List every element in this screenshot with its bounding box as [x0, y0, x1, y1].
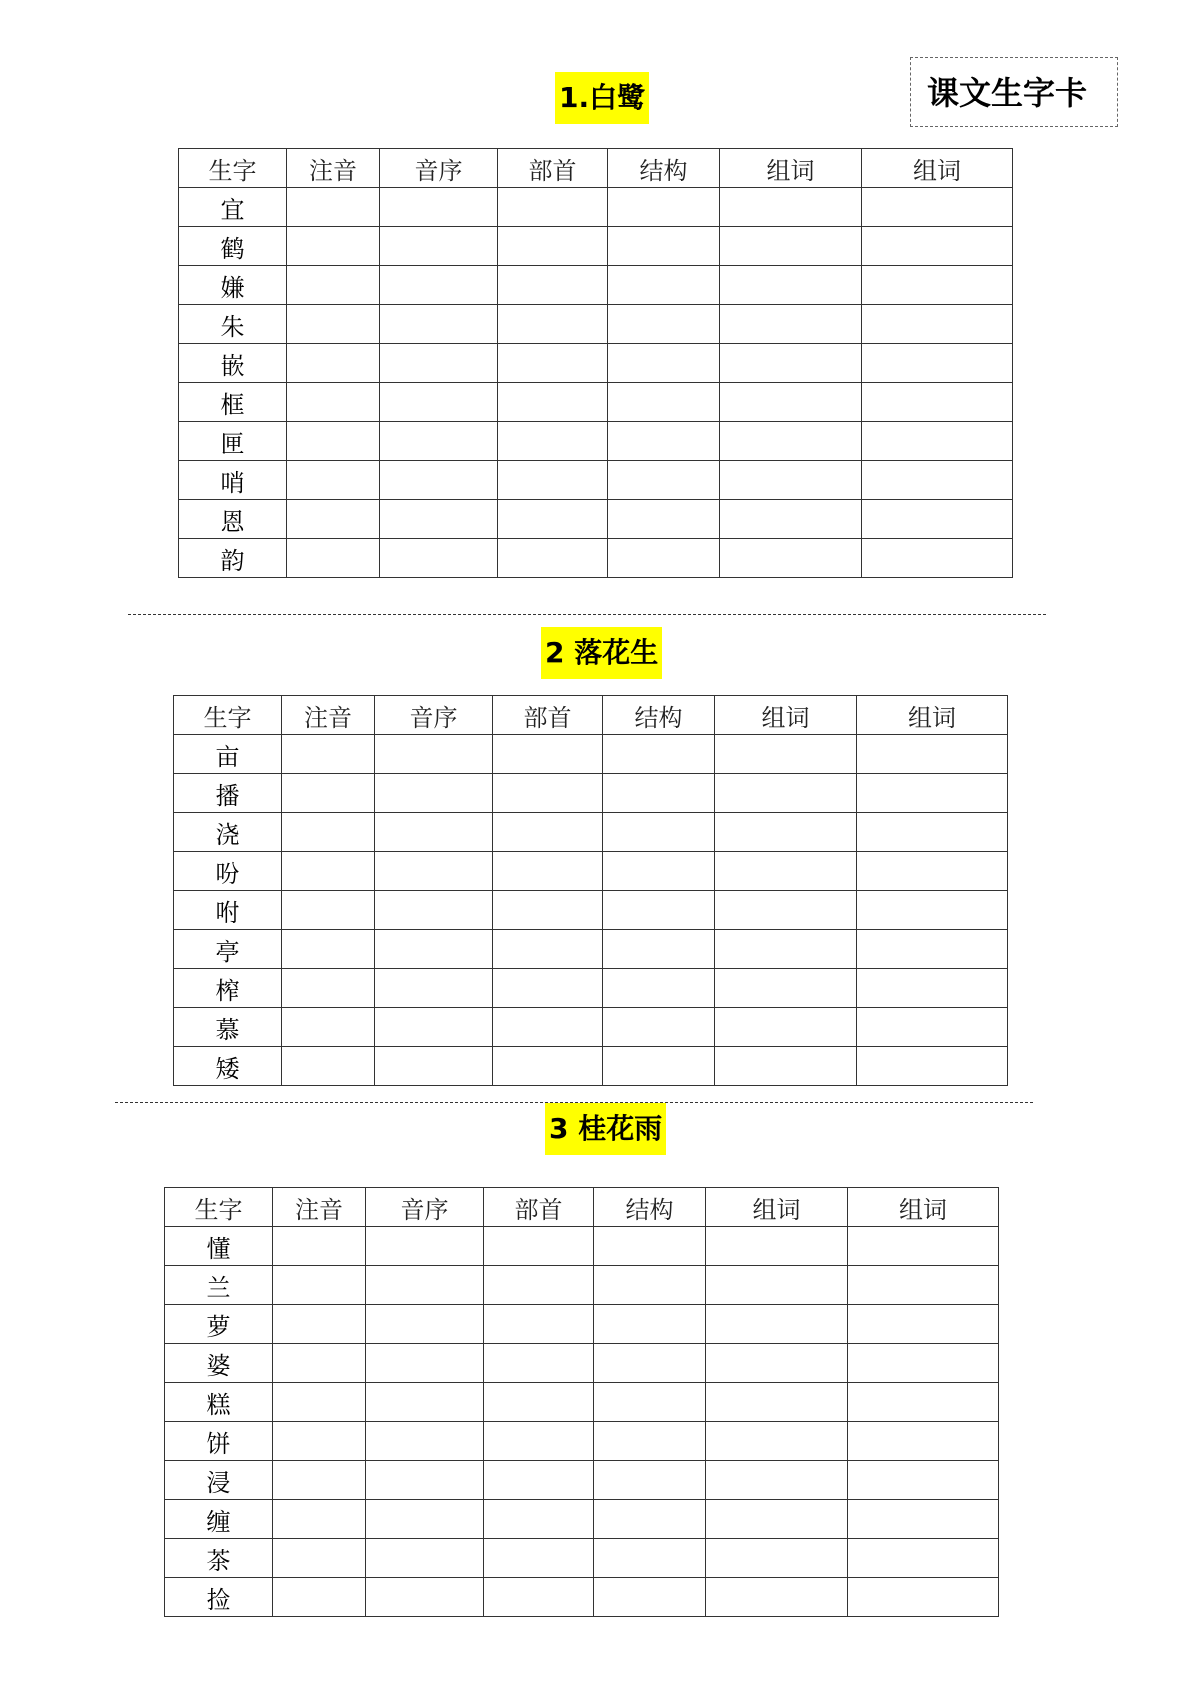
answer-cell[interactable]	[603, 1047, 715, 1086]
answer-cell[interactable]	[380, 266, 498, 305]
answer-cell[interactable]	[706, 1539, 848, 1578]
character-cell: 宜	[179, 188, 287, 227]
table-row	[179, 188, 1013, 227]
answer-cell[interactable]	[366, 1344, 484, 1383]
character-cell: 亩	[174, 735, 282, 774]
answer-cell[interactable]	[862, 266, 1013, 305]
column-header: 部首	[493, 696, 603, 735]
answer-cell[interactable]	[857, 774, 1008, 813]
answer-cell[interactable]	[282, 774, 375, 813]
answer-cell[interactable]	[484, 1266, 594, 1305]
answer-cell[interactable]	[608, 266, 720, 305]
character-cell: 恩	[179, 500, 287, 539]
answer-cell[interactable]	[715, 735, 857, 774]
answer-cell[interactable]	[608, 188, 720, 227]
character-cell: 慕	[174, 1008, 282, 1047]
table-row	[179, 266, 1013, 305]
answer-cell[interactable]	[862, 461, 1013, 500]
answer-cell[interactable]	[857, 735, 1008, 774]
answer-cell[interactable]	[282, 930, 375, 969]
answer-cell[interactable]	[857, 1047, 1008, 1086]
answer-cell[interactable]	[862, 227, 1013, 266]
answer-cell[interactable]	[498, 539, 608, 578]
answer-cell[interactable]	[706, 1500, 848, 1539]
answer-cell[interactable]	[366, 1227, 484, 1266]
answer-cell[interactable]	[375, 969, 493, 1008]
answer-cell[interactable]	[498, 383, 608, 422]
answer-cell[interactable]	[380, 344, 498, 383]
answer-cell[interactable]	[720, 500, 862, 539]
answer-cell[interactable]	[287, 422, 380, 461]
answer-cell[interactable]	[594, 1227, 706, 1266]
character-table	[164, 1187, 999, 1617]
answer-cell[interactable]	[484, 1461, 594, 1500]
answer-cell[interactable]	[273, 1422, 366, 1461]
column-header: 结构	[603, 696, 715, 735]
answer-cell[interactable]	[706, 1305, 848, 1344]
answer-cell[interactable]	[366, 1500, 484, 1539]
answer-cell[interactable]	[862, 500, 1013, 539]
table-row	[174, 891, 1008, 930]
answer-cell[interactable]	[594, 1305, 706, 1344]
table-row	[165, 1383, 999, 1422]
answer-cell[interactable]	[375, 930, 493, 969]
table-row	[165, 1227, 999, 1266]
character-cell: 框	[179, 383, 287, 422]
answer-cell[interactable]	[857, 852, 1008, 891]
answer-cell[interactable]	[720, 305, 862, 344]
column-header: 组词	[706, 1188, 848, 1227]
answer-cell[interactable]	[608, 539, 720, 578]
section-title: 2 落花生	[541, 627, 662, 679]
table-row	[174, 774, 1008, 813]
answer-cell[interactable]	[848, 1500, 999, 1539]
answer-cell[interactable]	[273, 1227, 366, 1266]
answer-cell[interactable]	[608, 344, 720, 383]
answer-cell[interactable]	[493, 969, 603, 1008]
answer-cell[interactable]	[282, 1008, 375, 1047]
answer-cell[interactable]	[720, 461, 862, 500]
table-row	[174, 813, 1008, 852]
answer-cell[interactable]	[857, 1008, 1008, 1047]
answer-cell[interactable]	[706, 1383, 848, 1422]
answer-cell[interactable]	[380, 305, 498, 344]
answer-cell[interactable]	[848, 1461, 999, 1500]
answer-cell[interactable]	[706, 1461, 848, 1500]
column-header: 组词	[715, 696, 857, 735]
character-cell: 矮	[174, 1047, 282, 1086]
answer-cell[interactable]	[498, 266, 608, 305]
table-row	[179, 227, 1013, 266]
answer-cell[interactable]	[603, 813, 715, 852]
column-header: 组词	[720, 149, 862, 188]
answer-cell[interactable]	[375, 813, 493, 852]
answer-cell[interactable]	[375, 735, 493, 774]
answer-cell[interactable]	[715, 1008, 857, 1047]
table-row	[174, 969, 1008, 1008]
character-cell: 韵	[179, 539, 287, 578]
answer-cell[interactable]	[715, 930, 857, 969]
answer-cell[interactable]	[706, 1266, 848, 1305]
answer-cell[interactable]	[498, 422, 608, 461]
character-cell: 嵌	[179, 344, 287, 383]
answer-cell[interactable]	[287, 383, 380, 422]
column-header: 组词	[848, 1188, 999, 1227]
answer-cell[interactable]	[594, 1578, 706, 1617]
character-cell: 饼	[165, 1422, 273, 1461]
answer-cell[interactable]	[273, 1305, 366, 1344]
answer-cell[interactable]	[380, 500, 498, 539]
answer-cell[interactable]	[498, 305, 608, 344]
answer-cell[interactable]	[848, 1539, 999, 1578]
answer-cell[interactable]	[380, 539, 498, 578]
answer-cell[interactable]	[706, 1422, 848, 1461]
character-cell: 懂	[165, 1227, 273, 1266]
answer-cell[interactable]	[380, 422, 498, 461]
table-row	[179, 305, 1013, 344]
character-cell: 吩	[174, 852, 282, 891]
answer-cell[interactable]	[498, 461, 608, 500]
answer-cell[interactable]	[493, 930, 603, 969]
answer-cell[interactable]	[484, 1227, 594, 1266]
answer-cell[interactable]	[366, 1578, 484, 1617]
answer-cell[interactable]	[287, 227, 380, 266]
answer-cell[interactable]	[484, 1539, 594, 1578]
answer-cell[interactable]	[715, 1047, 857, 1086]
answer-cell[interactable]	[273, 1266, 366, 1305]
answer-cell[interactable]	[287, 539, 380, 578]
answer-cell[interactable]	[720, 227, 862, 266]
column-header: 组词	[857, 696, 1008, 735]
table-row	[174, 735, 1008, 774]
table-row	[165, 1539, 999, 1578]
answer-cell[interactable]	[594, 1266, 706, 1305]
answer-cell[interactable]	[715, 852, 857, 891]
table-row	[165, 1578, 999, 1617]
answer-cell[interactable]	[848, 1422, 999, 1461]
character-cell: 亭	[174, 930, 282, 969]
answer-cell[interactable]	[493, 813, 603, 852]
character-cell: 浸	[165, 1461, 273, 1500]
answer-cell[interactable]	[498, 227, 608, 266]
answer-cell[interactable]	[484, 1578, 594, 1617]
answer-cell[interactable]	[273, 1500, 366, 1539]
answer-cell[interactable]	[375, 774, 493, 813]
table-row	[174, 1047, 1008, 1086]
answer-cell[interactable]	[273, 1539, 366, 1578]
answer-cell[interactable]	[493, 891, 603, 930]
answer-cell[interactable]	[287, 461, 380, 500]
character-cell: 婆	[165, 1344, 273, 1383]
answer-cell[interactable]	[603, 891, 715, 930]
character-table	[178, 148, 1013, 578]
section-title: 1.白鹭	[555, 72, 649, 124]
answer-cell[interactable]	[603, 1008, 715, 1047]
answer-cell[interactable]	[857, 891, 1008, 930]
character-cell: 缠	[165, 1500, 273, 1539]
table-row	[179, 422, 1013, 461]
answer-cell[interactable]	[273, 1383, 366, 1422]
table-row	[179, 383, 1013, 422]
column-header: 结构	[594, 1188, 706, 1227]
table-row	[174, 930, 1008, 969]
column-header: 音序	[375, 696, 493, 735]
answer-cell[interactable]	[603, 774, 715, 813]
table-row	[165, 1422, 999, 1461]
answer-cell[interactable]	[862, 539, 1013, 578]
character-cell: 匣	[179, 422, 287, 461]
answer-cell[interactable]	[594, 1383, 706, 1422]
answer-cell[interactable]	[498, 188, 608, 227]
answer-cell[interactable]	[848, 1227, 999, 1266]
character-cell: 浇	[174, 813, 282, 852]
answer-cell[interactable]	[715, 813, 857, 852]
answer-cell[interactable]	[498, 344, 608, 383]
answer-cell[interactable]	[366, 1266, 484, 1305]
character-cell: 播	[174, 774, 282, 813]
section-divider	[128, 614, 1046, 615]
answer-cell[interactable]	[608, 500, 720, 539]
column-header: 部首	[484, 1188, 594, 1227]
character-cell: 嫌	[179, 266, 287, 305]
answer-cell[interactable]	[366, 1383, 484, 1422]
answer-cell[interactable]	[493, 774, 603, 813]
answer-cell[interactable]	[273, 1461, 366, 1500]
answer-cell[interactable]	[594, 1539, 706, 1578]
table-row	[179, 539, 1013, 578]
character-cell: 哨	[179, 461, 287, 500]
answer-cell[interactable]	[287, 344, 380, 383]
answer-cell[interactable]	[857, 813, 1008, 852]
answer-cell[interactable]	[287, 188, 380, 227]
answer-cell[interactable]	[720, 539, 862, 578]
answer-cell[interactable]	[594, 1461, 706, 1500]
answer-cell[interactable]	[862, 344, 1013, 383]
answer-cell[interactable]	[603, 852, 715, 891]
answer-cell[interactable]	[282, 735, 375, 774]
column-header: 部首	[498, 149, 608, 188]
answer-cell[interactable]	[608, 305, 720, 344]
table-row	[174, 1008, 1008, 1047]
answer-cell[interactable]	[848, 1344, 999, 1383]
section-title: 3 桂花雨	[545, 1103, 666, 1155]
column-header: 生字	[165, 1188, 273, 1227]
answer-cell[interactable]	[282, 891, 375, 930]
answer-cell[interactable]	[380, 461, 498, 500]
answer-cell[interactable]	[608, 461, 720, 500]
answer-cell[interactable]	[484, 1422, 594, 1461]
answer-cell[interactable]	[862, 422, 1013, 461]
answer-cell[interactable]	[594, 1422, 706, 1461]
answer-cell[interactable]	[282, 969, 375, 1008]
column-header: 音序	[366, 1188, 484, 1227]
character-cell: 捡	[165, 1578, 273, 1617]
column-header: 注音	[273, 1188, 366, 1227]
answer-cell[interactable]	[848, 1305, 999, 1344]
answer-cell[interactable]	[493, 1047, 603, 1086]
answer-cell[interactable]	[603, 969, 715, 1008]
answer-cell[interactable]	[282, 813, 375, 852]
answer-cell[interactable]	[287, 500, 380, 539]
answer-cell[interactable]	[715, 969, 857, 1008]
answer-cell[interactable]	[493, 1008, 603, 1047]
card-label: 课文生字卡	[910, 57, 1118, 127]
answer-cell[interactable]	[366, 1305, 484, 1344]
answer-cell[interactable]	[608, 227, 720, 266]
answer-cell[interactable]	[484, 1500, 594, 1539]
character-cell: 兰	[165, 1266, 273, 1305]
answer-cell[interactable]	[603, 735, 715, 774]
table-row	[165, 1344, 999, 1383]
answer-cell[interactable]	[375, 1047, 493, 1086]
column-header: 注音	[287, 149, 380, 188]
answer-cell[interactable]	[594, 1344, 706, 1383]
column-header: 生字	[179, 149, 287, 188]
answer-cell[interactable]	[715, 774, 857, 813]
answer-cell[interactable]	[273, 1344, 366, 1383]
answer-cell[interactable]	[848, 1578, 999, 1617]
table-header-row	[174, 696, 1008, 735]
answer-cell[interactable]	[608, 383, 720, 422]
answer-cell[interactable]	[706, 1578, 848, 1617]
character-cell: 朱	[179, 305, 287, 344]
answer-cell[interactable]	[484, 1305, 594, 1344]
answer-cell[interactable]	[380, 383, 498, 422]
answer-cell[interactable]	[848, 1266, 999, 1305]
answer-cell[interactable]	[706, 1344, 848, 1383]
answer-cell[interactable]	[720, 188, 862, 227]
column-header: 生字	[174, 696, 282, 735]
answer-cell[interactable]	[608, 422, 720, 461]
table-row	[179, 461, 1013, 500]
answer-cell[interactable]	[484, 1344, 594, 1383]
column-header: 结构	[608, 149, 720, 188]
answer-cell[interactable]	[273, 1578, 366, 1617]
table-row	[165, 1500, 999, 1539]
table-row	[165, 1461, 999, 1500]
answer-cell[interactable]	[287, 266, 380, 305]
table-row	[179, 344, 1013, 383]
answer-cell[interactable]	[282, 1047, 375, 1086]
table-row	[165, 1305, 999, 1344]
answer-cell[interactable]	[720, 383, 862, 422]
answer-cell[interactable]	[484, 1383, 594, 1422]
answer-cell[interactable]	[493, 852, 603, 891]
character-cell: 咐	[174, 891, 282, 930]
character-cell: 糕	[165, 1383, 273, 1422]
answer-cell[interactable]	[862, 383, 1013, 422]
answer-cell[interactable]	[366, 1539, 484, 1578]
answer-cell[interactable]	[366, 1422, 484, 1461]
table-row	[165, 1266, 999, 1305]
answer-cell[interactable]	[375, 852, 493, 891]
answer-cell[interactable]	[380, 188, 498, 227]
answer-cell[interactable]	[366, 1461, 484, 1500]
answer-cell[interactable]	[375, 1008, 493, 1047]
answer-cell[interactable]	[848, 1383, 999, 1422]
answer-cell[interactable]	[720, 422, 862, 461]
answer-cell[interactable]	[862, 188, 1013, 227]
table-header-row	[165, 1188, 999, 1227]
answer-cell[interactable]	[594, 1500, 706, 1539]
column-header: 音序	[380, 149, 498, 188]
column-header: 组词	[862, 149, 1013, 188]
answer-cell[interactable]	[603, 930, 715, 969]
answer-cell[interactable]	[287, 305, 380, 344]
character-cell: 榨	[174, 969, 282, 1008]
character-cell: 鹤	[179, 227, 287, 266]
answer-cell[interactable]	[715, 891, 857, 930]
character-cell: 茶	[165, 1539, 273, 1578]
answer-cell[interactable]	[857, 969, 1008, 1008]
answer-cell[interactable]	[498, 500, 608, 539]
answer-cell[interactable]	[862, 305, 1013, 344]
answer-cell[interactable]	[706, 1227, 848, 1266]
answer-cell[interactable]	[720, 344, 862, 383]
table-row	[174, 852, 1008, 891]
table-header-row	[179, 149, 1013, 188]
answer-cell[interactable]	[282, 852, 375, 891]
character-cell: 萝	[165, 1305, 273, 1344]
answer-cell[interactable]	[380, 227, 498, 266]
answer-cell[interactable]	[857, 930, 1008, 969]
character-table	[173, 695, 1008, 1086]
answer-cell[interactable]	[720, 266, 862, 305]
answer-cell[interactable]	[375, 891, 493, 930]
column-header: 注音	[282, 696, 375, 735]
table-row	[179, 500, 1013, 539]
answer-cell[interactable]	[493, 735, 603, 774]
